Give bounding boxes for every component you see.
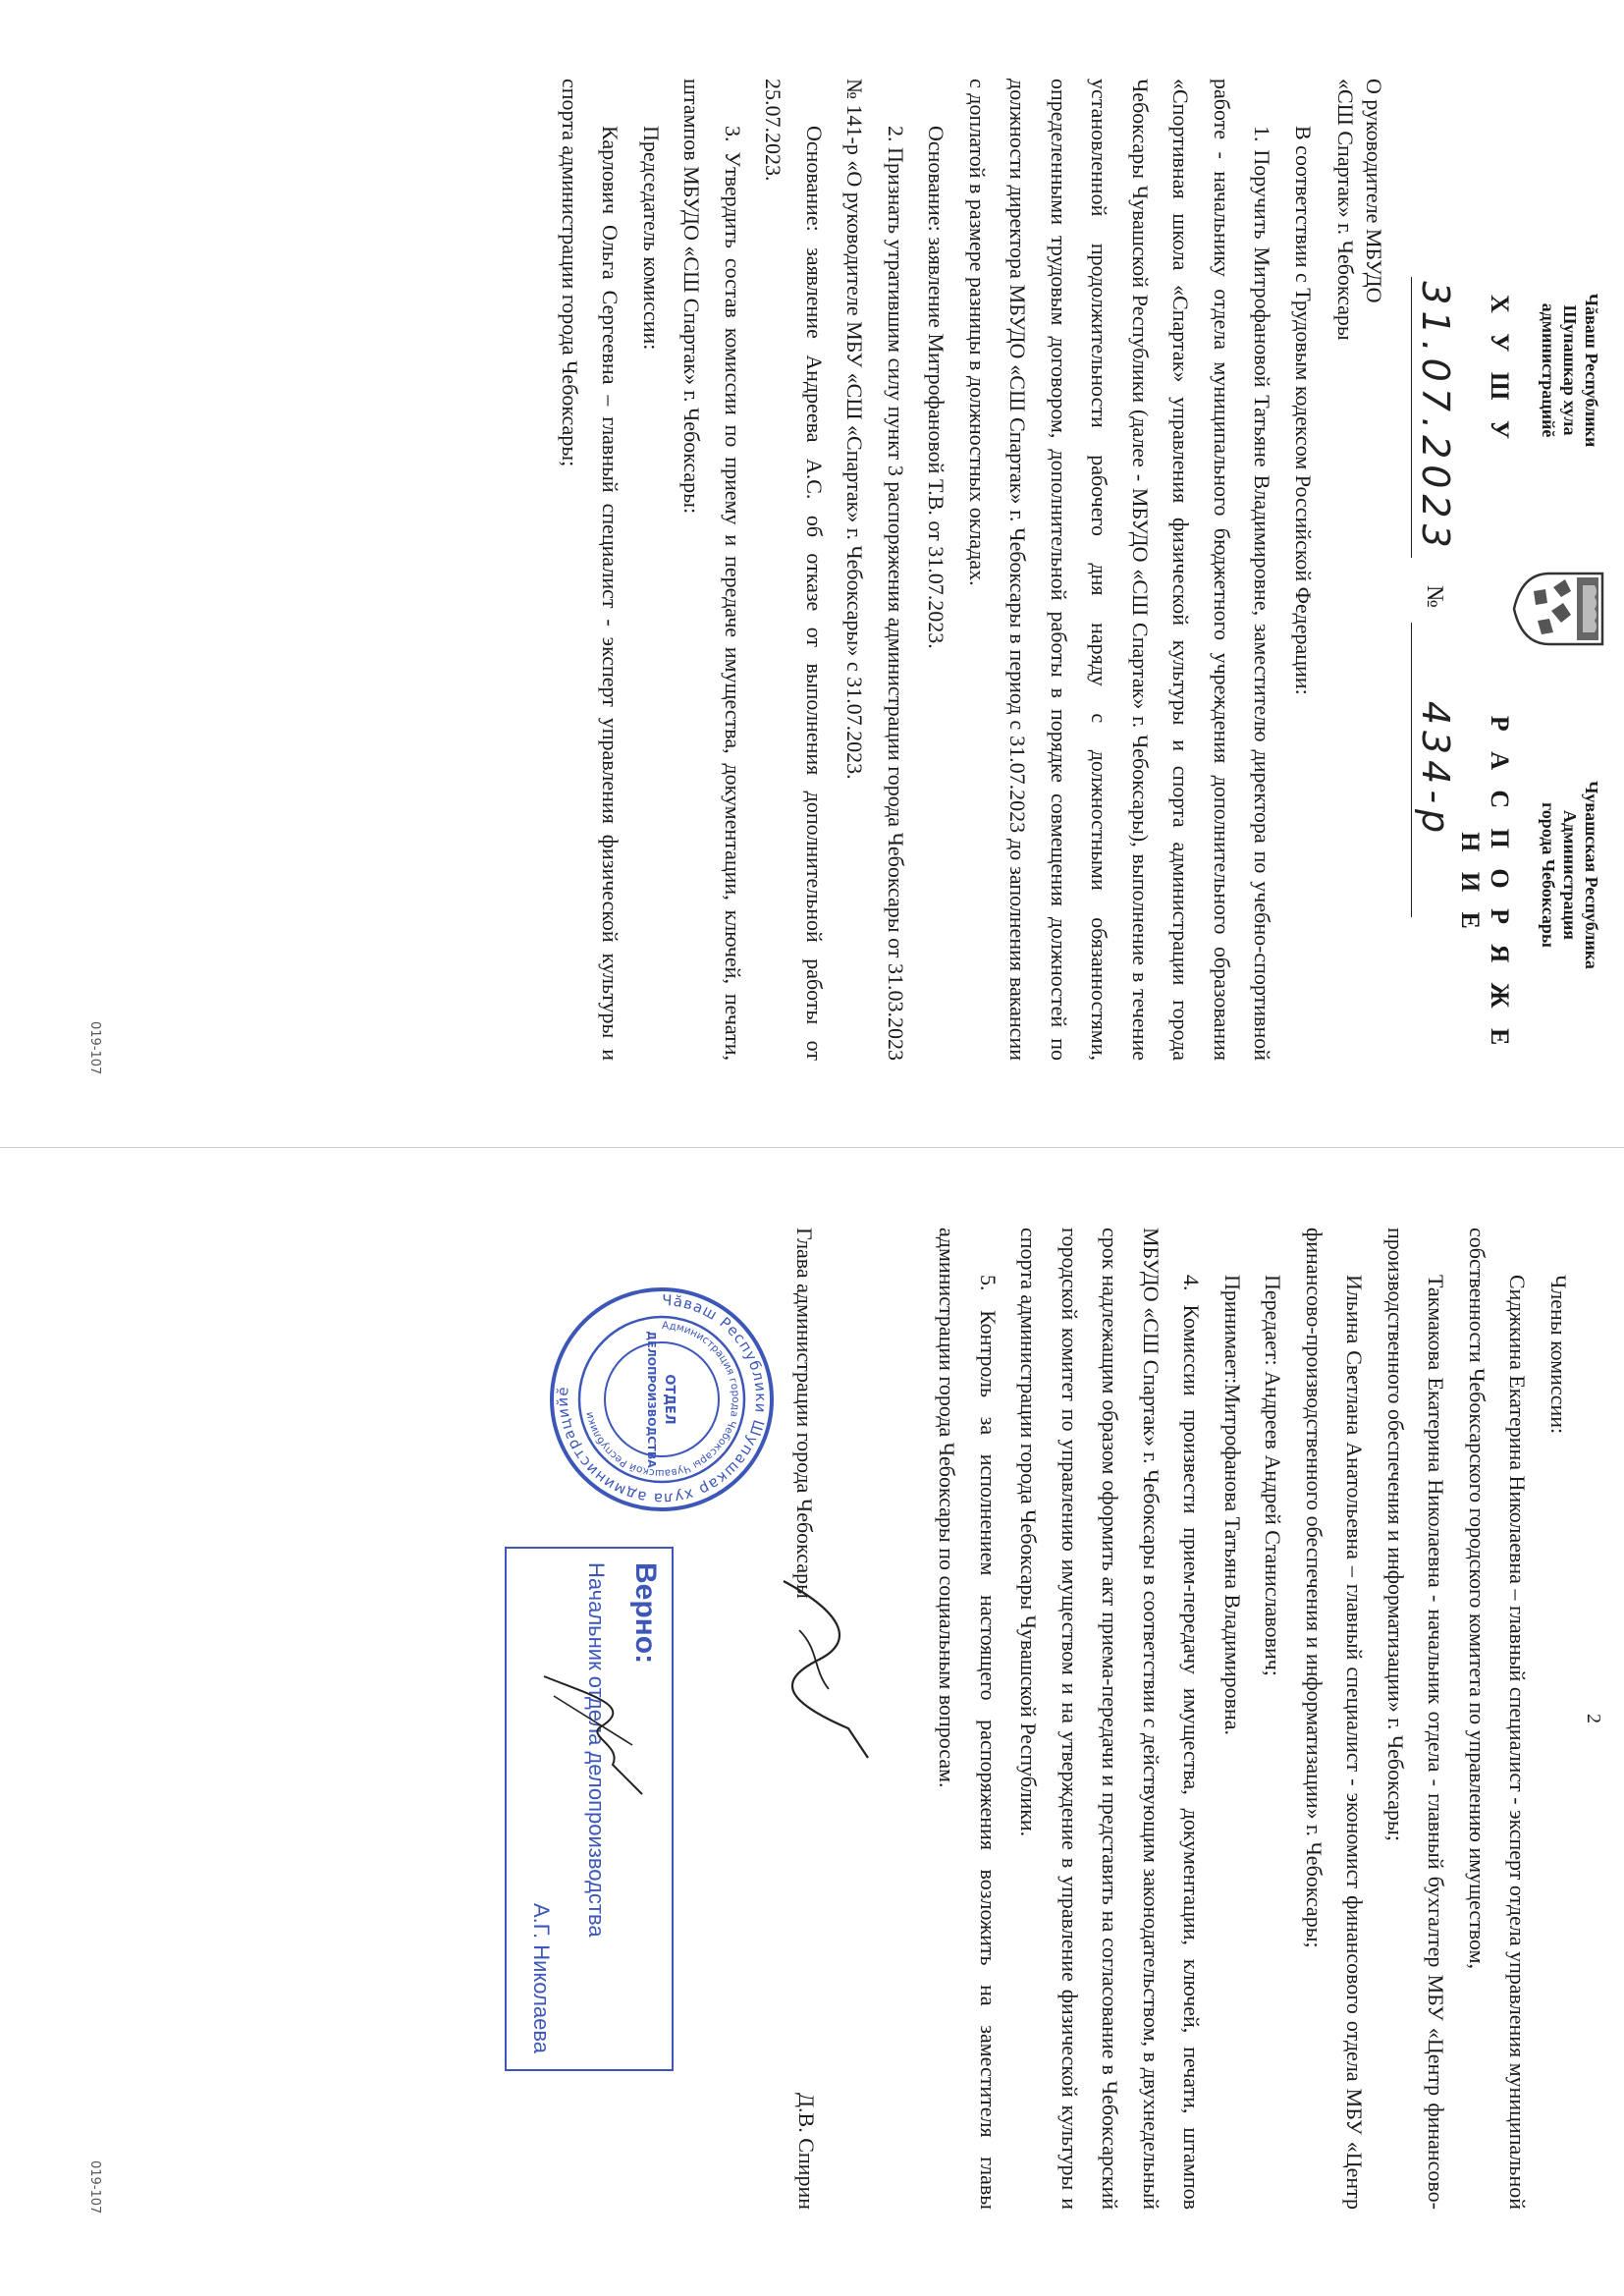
official-stamp	[544, 1282, 780, 1517]
item-3: 3. Утвердить состав комиссии по приему и передаче имущества, документации, ключей, печати, штампов МБУДО «СШ Спартак» г. Чебоксары:	[679, 79, 745, 1061]
signature-title: Глава администрации города Чебоксары	[792, 1228, 817, 1599]
receives-line: Принимает:Митрофанова Татьяна Владимировна.	[1220, 1275, 1245, 1736]
item-5: 5. Контроль за исполнением настоящего распоряжения возложить на заместителя главы администрации города Чебоксары по социальным вопросам.	[935, 1228, 1001, 2210]
stamp-center-line-1: ОТДЕЛ	[662, 1374, 677, 1425]
russian-title: Р А С П О Р Я Ж Е Н И Е	[1456, 715, 1514, 1053]
transfers-line: Передает: Андреев Андрей Станиславович;	[1261, 1275, 1286, 1676]
basis-1: Основание: заявление Митрофановой Т.В. от 31.07.2023.	[924, 126, 949, 649]
folio-code: 019-107	[87, 1021, 102, 1075]
chair-member: Карлович Ольга Сергеевна – главный специалист - эксперт управления физической культуры и спорта администрации города Чебоксары;	[558, 79, 623, 1061]
chuvash-title: Х У Ш У	[1486, 295, 1514, 446]
chuvash-org-line: Чăваш Республики	[1582, 293, 1601, 448]
members-label: Члены комиссии:	[1546, 1275, 1571, 1435]
certify-position: Начальник отдела делопроизводства	[584, 1562, 609, 1938]
subject-line: «СШ Спартак» г. Чебоксары	[1333, 79, 1358, 341]
item-1: 1. Поручить Митрофановой Татьяне Владимировне, заместителю директора по учебно-спортивной работе - начальнику отдела муниципального бюджетного учреждения дополнительного образования «Спортивная школа «Спартак» управления физической культуры и спорта администрации города Чебоксары Чувашской Республики (далее - МБУДО «СШ Спартак» г. Чебоксары), выполнение в течение установленной продолжительности рабочего дня наряду с должностными обязанностями, определенными трудовым договором, дополнительной работы в порядке совмещения должностей по должности директора МБУДО «СШ Спартак» г. Чебоксары в период с 31.07.2023 до заполнения вакансии с доплатой в размере разницы в должностных окладах.	[965, 79, 1275, 1061]
certify-signature	[534, 1667, 652, 1804]
stamp-outer-text: Чăваш Республики Шупашкар хула администрацийĕ	[553, 1290, 771, 1508]
chuvash-org-line: Шупашкар хула	[1560, 304, 1580, 436]
chuvash-org-line: администрацийĕ	[1539, 302, 1558, 438]
subject-block	[1331, 79, 1388, 530]
page-two-body	[927, 1228, 1579, 2210]
russian-org-block	[1538, 762, 1602, 988]
handwritten-signature	[770, 1571, 878, 1768]
document-date: 31.07.2023	[1411, 277, 1459, 558]
coat-of-arms-icon	[1512, 570, 1606, 648]
signature-name: Д.В. Спирин	[794, 2093, 819, 2210]
russian-org-line: Администрация	[1560, 809, 1580, 941]
chuvash-org-block	[1538, 257, 1602, 483]
member-3: Ильина Светлана Анатольевна – главный специалист - экономист финансового отдела МБУ «Центр финансово-производственного обеспечения и информатизации» г. Чебоксары;	[1302, 1228, 1368, 2210]
number-label: №	[1422, 585, 1447, 608]
russian-org-line: города Чебоксары	[1539, 802, 1558, 948]
member-1: Сиджкина Екатерина Николаевна – главный специалист - эксперт отдела управления муниципальной собственности Чебоксарского городского комитета по управлению имуществом,	[1465, 1228, 1531, 2210]
page-one-body	[550, 79, 1325, 1061]
subject-line: О руководителе МБУДО	[1362, 79, 1386, 303]
chair-label: Председатель комиссии:	[639, 126, 664, 351]
item-2: 2. Признать утратившим силу пункт 3 распоряжения администрации города Чебоксары от 31.03.2023 № 141-р «О руководителе МБУ «СШ «Спартак» г. Чебоксары» с 31.07.2023.	[842, 79, 908, 1061]
item-4: 4. Комиссии произвести прием-передачу имущества, документации, ключей, печати, штампов МБУДО «СШ Спартак» г. Чебоксары в соответствии с действующим законодательством, в двухнедельный срок надлежащим образом оформить акт приема-передачи и представить на согласование в Чебоксарский городской комитет по управлению имуществом и на утверждение в управление физической культуры и спорта администрации города Чебоксары Чувашской Республики.	[1016, 1228, 1205, 2210]
stamp-inner-text: Администрация города Чебоксары Чувашской Республики	[583, 1319, 742, 1480]
certification-box	[505, 1547, 674, 2071]
basis-2: Основание: заявление Андреева А.С. об отказе от выполнения дополнительной работы от 25.07.2023.	[761, 79, 827, 1061]
document-number: 434-р	[1411, 623, 1459, 917]
page-divider	[0, 1147, 1624, 1148]
certify-label: Верно:	[629, 1562, 662, 1665]
member-2: Такмакова Екатерина Николаевна - начальник отдела - главный бухгалтер МБУ «Центр финансово-производственного обеспечения и информатизации» г. Чебоксары;	[1383, 1228, 1449, 2210]
intro-paragraph: В соответствии с Трудовым кодексом Российской Федерации:	[1291, 126, 1316, 695]
folio-code-2: 019-107	[87, 2160, 102, 2214]
russian-org-line: Чувашская Республика	[1582, 781, 1601, 969]
page-number: 2	[1583, 1714, 1604, 1723]
stamp-center-line-2: ДЕЛОПРОИЗВОДСТВА	[645, 1331, 658, 1468]
certify-name: А.Г. Николаева	[529, 1902, 554, 2053]
